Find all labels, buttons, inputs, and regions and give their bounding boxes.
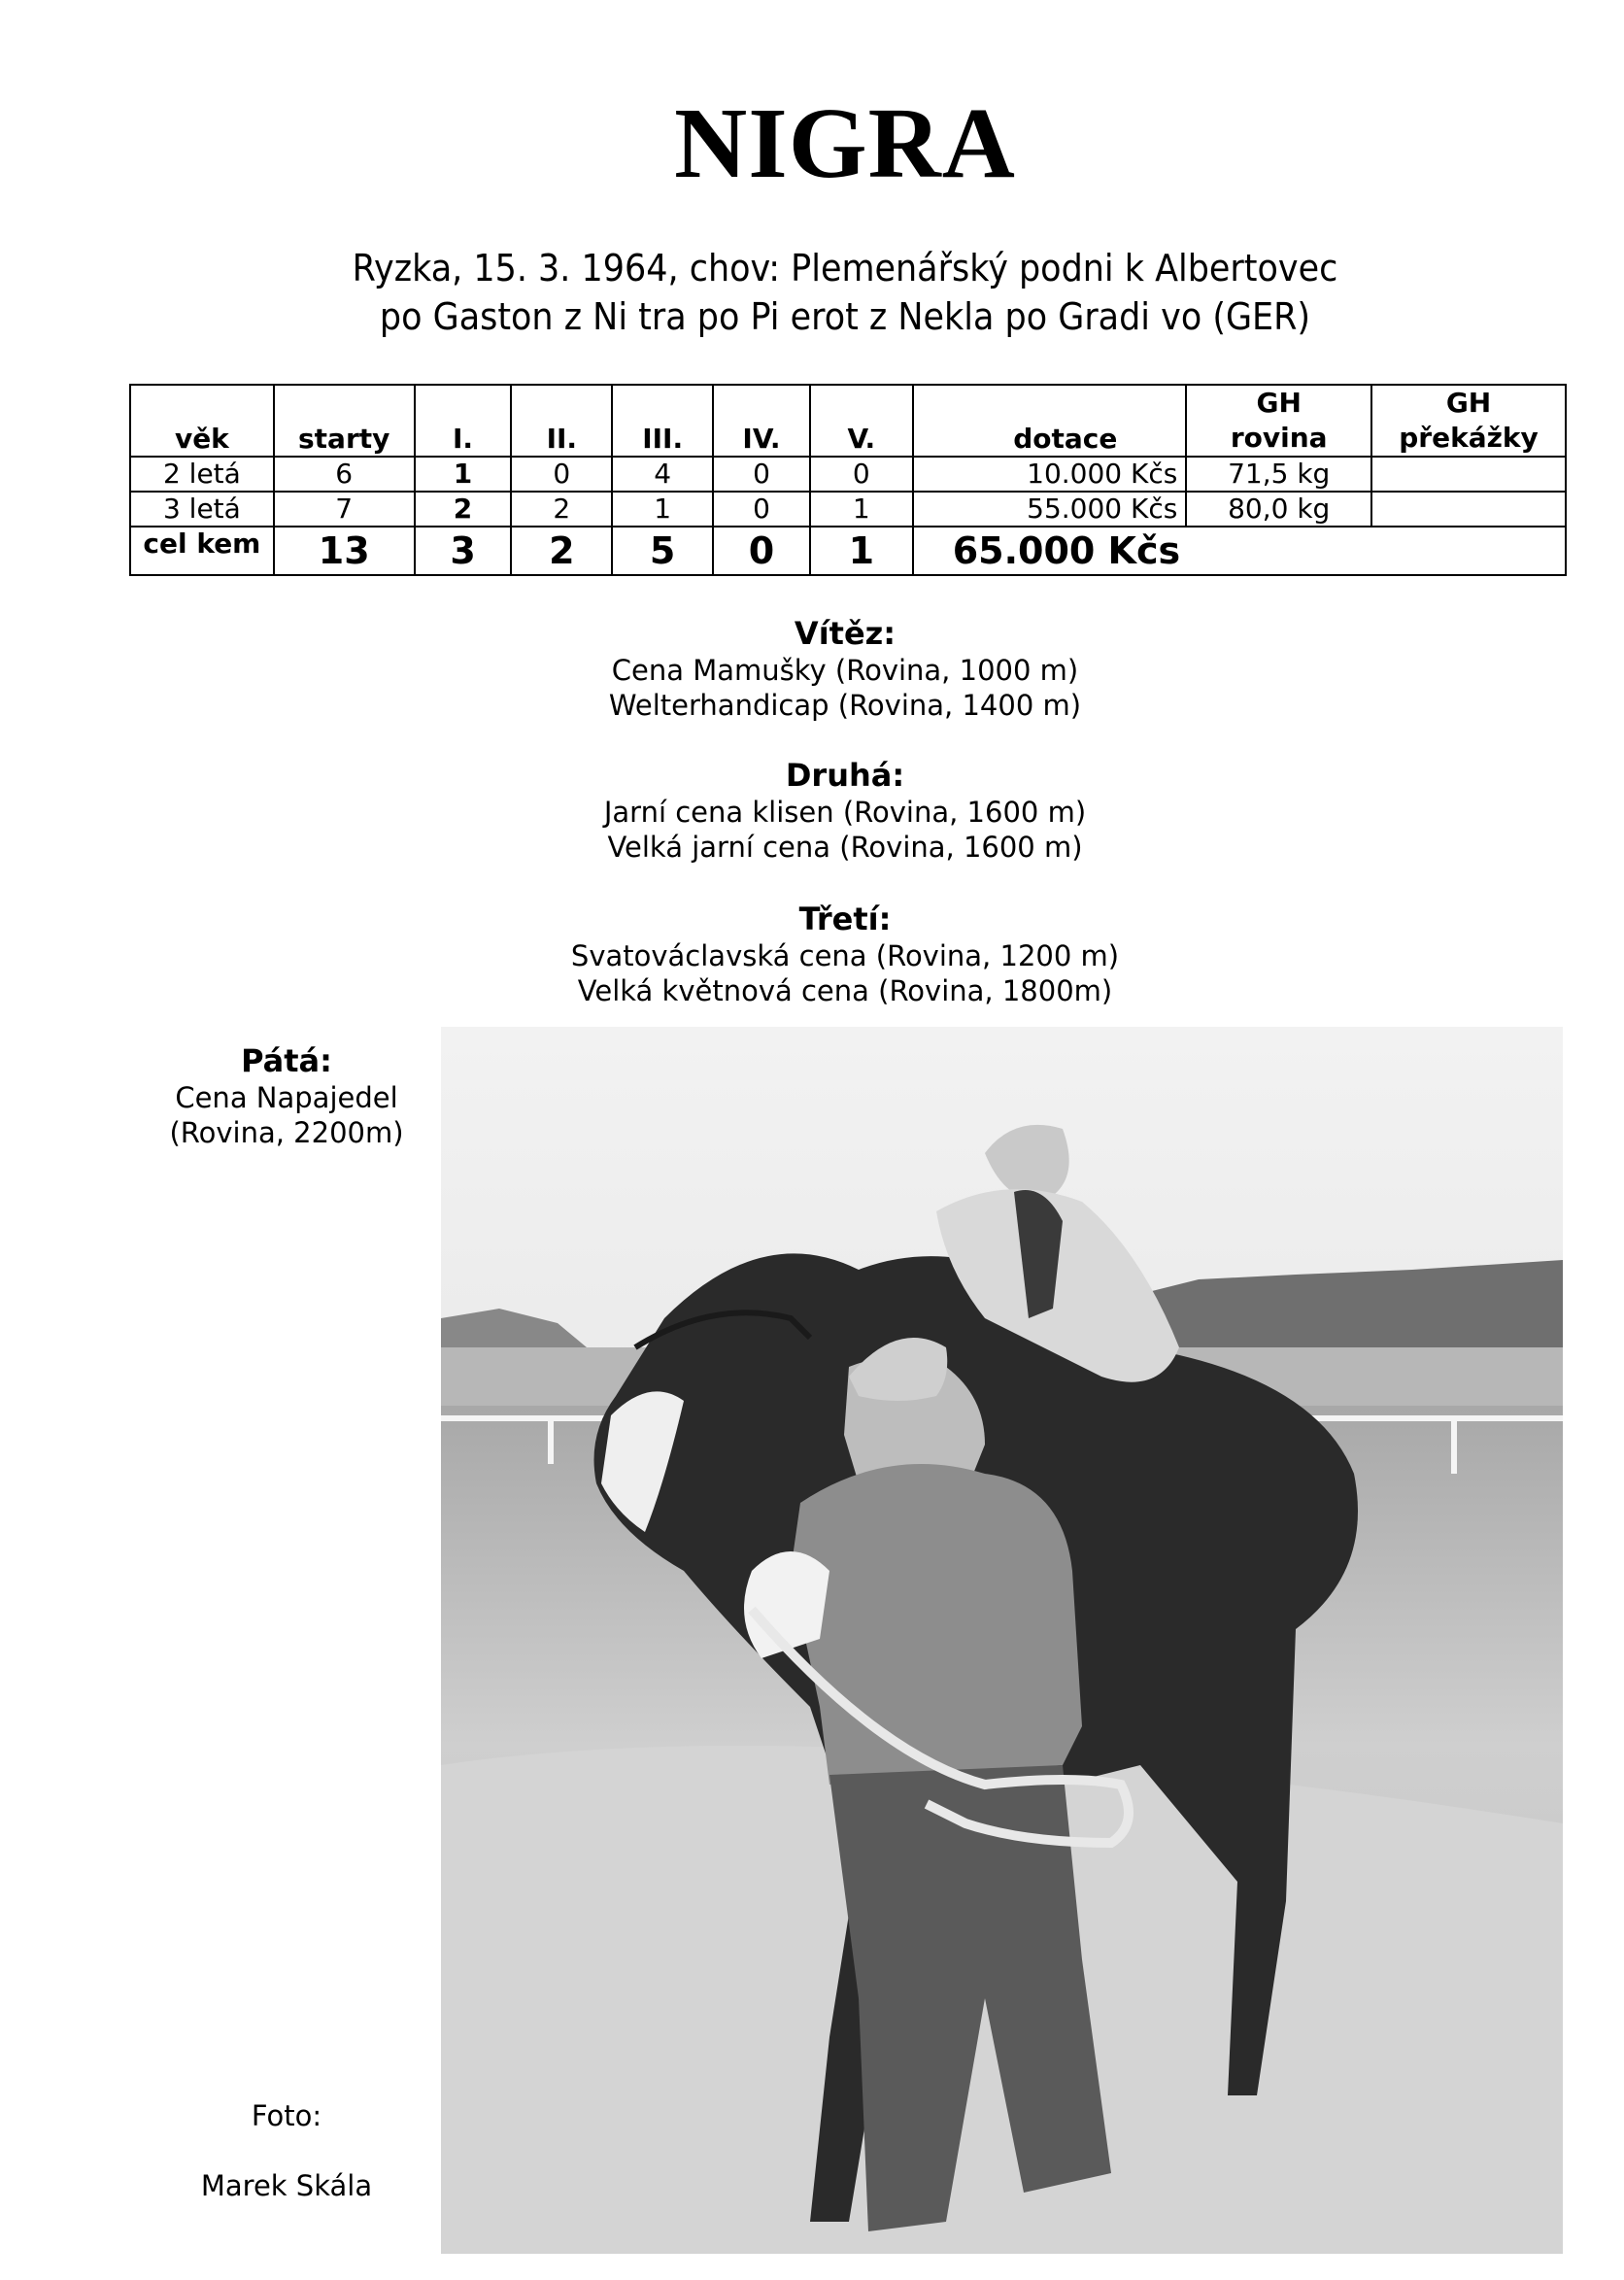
col-gh-obstacles-line2: překážky [1399,422,1539,454]
cell-starts: 7 [274,492,415,527]
horse-info-line: Ryzka, 15. 3. 1964, chov: Plemenářský podni k Albertovec [352,247,1338,289]
cell-gh-flat: 80,0 kg [1186,492,1371,527]
winner-heading: Vítěz: [794,615,897,652]
cell-fourth: 0 [713,492,810,527]
race-item: (Rovina, 2200m) [169,1116,404,1149]
race-item: Velká jarní cena (Rovina, 1600 m) [607,831,1083,864]
col-gh-obstacles [1371,385,1566,457]
total-label: cel kem [130,527,274,575]
page-title: NIGRA [674,87,1016,199]
total-starts: 13 [274,527,415,575]
col-second: II. [511,385,612,457]
table-row [130,492,1566,527]
cell-age: 3 letá [130,492,274,527]
cell-gh-obstacles [1371,457,1566,492]
total-first: 3 [415,527,512,575]
col-fifth: V. [810,385,913,457]
total-third: 5 [612,527,713,575]
race-item: Cena Napajedel [175,1081,398,1114]
cell-third: 1 [612,492,713,527]
cell-gh-flat: 71,5 kg [1186,457,1371,492]
col-age: věk [130,385,274,457]
col-gh-flat-line1: GH [1256,387,1302,419]
table-total-row [130,527,1566,575]
horse-photo [441,1027,1563,2254]
photo-credit-author: Marek Skála [200,2169,373,2202]
col-gh-flat [1186,385,1371,457]
total-fifth: 1 [810,527,913,575]
race-item: Welterhandicap (Rovina, 1400 m) [608,689,1082,722]
race-item: Velká květnová cena (Rovina, 1800m) [577,974,1113,1007]
cell-second: 2 [511,492,612,527]
cell-prize: 10.000 Kčs [913,457,1187,492]
col-starts: starty [274,385,415,457]
fifth-heading: Pátá: [241,1042,332,1079]
cell-first: 2 [415,492,512,527]
winner-section [0,614,1624,723]
race-item: Svatováclavská cena (Rovina, 1200 m) [570,939,1120,972]
cell-third: 4 [612,457,713,492]
col-third: III. [612,385,713,457]
race-item: Jarní cena klisen (Rovina, 1600 m) [603,796,1087,829]
cell-starts: 6 [274,457,415,492]
pedigree-line: po Gaston z Ni tra po Pi erot z Nekla po Gradi vo (GER) [379,295,1311,338]
col-prize: dotace [913,385,1187,457]
cell-fifth: 0 [810,457,913,492]
total-prize: 65.000 Kčs [913,527,1566,575]
cell-prize: 55.000 Kčs [913,492,1187,527]
cell-first: 1 [415,457,512,492]
race-item: Cena Mamušky (Rovina, 1000 m) [611,654,1079,687]
race-stats-table [129,384,1567,576]
col-first: I. [415,385,512,457]
cell-fourth: 0 [713,457,810,492]
photo-credit-label: Foto: [251,2099,322,2132]
third-place-section [0,900,1624,1008]
col-fourth: IV. [713,385,810,457]
second-heading: Druhá: [785,757,905,794]
cell-second: 0 [511,457,612,492]
table-header-row [130,385,1566,457]
third-heading: Třetí: [798,901,892,937]
cell-age: 2 letá [130,457,274,492]
cell-fifth: 1 [810,492,913,527]
total-second: 2 [511,527,612,575]
fifth-place-section [155,1041,418,1150]
col-gh-flat-line2: rovina [1230,422,1328,454]
col-gh-obstacles-line1: GH [1445,387,1492,419]
cell-gh-obstacles [1371,492,1566,527]
total-fourth: 0 [713,527,810,575]
second-place-section [0,756,1624,865]
table-row [130,457,1566,492]
